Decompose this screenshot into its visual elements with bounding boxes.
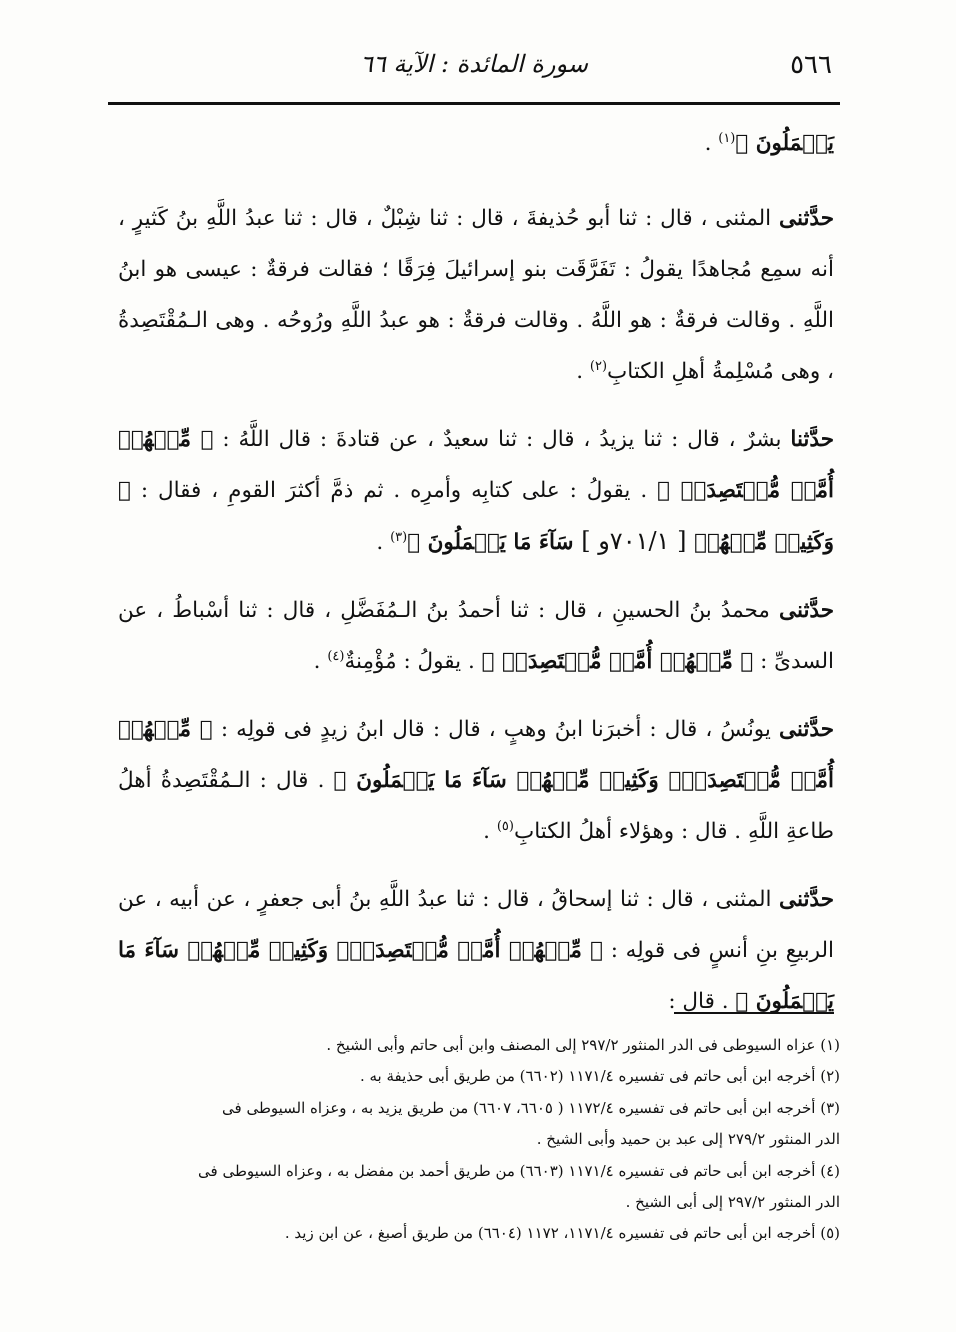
- narration-text: . قال :: [668, 989, 736, 1014]
- footnote-continuation: الدر المنثور ٢٧٩/٢ إلى عبد بن حميد وأبى الشيخ .: [536, 1130, 840, 1149]
- narration-lead: حدَّثنى: [779, 887, 834, 912]
- narration-text: المثنى ، قال : ثنا إسحاقُ ، قال : ثنا عبدُ اللَّهِ بنُ أبى جعفرٍ ، عن أبيه ، عن الربيعِ بنِ أنسٍ فى قولِه :: [118, 887, 834, 963]
- quran-quote: يَعۡمَلُونَ ﴾: [735, 131, 834, 156]
- footnote-4: [118, 1156, 840, 1219]
- quran-quote: ﴿ وَكَثِيرٞ مِّنۡهُمۡ: [118, 478, 834, 555]
- footnote-continuation: الدر المنثور ٢٩٧/٢ إلى أبى الشيخ .: [625, 1193, 840, 1212]
- quran-quote: ﴿ مِّنۡهُمۡ أُمَّةٞ مُّقۡتَصِدَةٞ ﴾: [118, 427, 834, 503]
- footnote-text: (٥) أخرجه ابن أبى حاتم فى تفسيره ١١٧١/٤، ١١٧٢ (٦٦٠٤) من طريق أصبغ ، عن ابن زيد .: [284, 1224, 840, 1243]
- footnote-ref[interactable]: (٢): [589, 358, 608, 374]
- quran-quote: سَآءَ مَا يَعۡمَلُونَ ﴾: [407, 530, 574, 555]
- paragraph-4: [118, 585, 834, 687]
- header-rule: [108, 102, 840, 105]
- footnote-5: [118, 1218, 840, 1249]
- paragraph-3: [118, 414, 834, 568]
- narration-text: محمدُ بنُ الحسينِ ، قال : ثنا أحمدُ بنُ الـمُفَضَّلِ ، قال : ثنا أسْباطُ ، عن السدىِّ :: [118, 598, 834, 674]
- footnote-separator: [674, 1012, 834, 1014]
- footnote-1: [118, 1030, 840, 1061]
- paragraph-5: [118, 704, 834, 857]
- footnote-3: [118, 1093, 840, 1156]
- paragraph-tail: .: [483, 819, 497, 844]
- running-head: [108, 44, 840, 90]
- paragraph-1: [118, 118, 834, 169]
- narration-lead: حدَّثنى: [779, 206, 834, 231]
- footnote-text: (٣) أخرجه ابن أبى حاتم فى تفسيره ١١٧٢/٤ ( ٦٦٠٥، ٦٦٠٧) من طريق يزيد به ، وعزاه السيوطى فى: [222, 1098, 840, 1117]
- narration-lead: حدَّثنى: [779, 717, 834, 742]
- narration-lead: حدَّثنا: [790, 427, 834, 452]
- footnote-text: (٢) أخرجه ابن أبى حاتم فى تفسيره ١١٧١/٤ (٦٦٠٢) من طريق أبى حذيفة به .: [359, 1067, 840, 1086]
- narration-text: . يقولُ : على كتابِه وأمرِه . ثم ذمَّ أكثرَ القومِ ، فقال :: [130, 478, 658, 503]
- footnote-text: (١) عزاه السيوطى فى الدر المنثور ٢٩٧/٢ إلى المصنف وابن أبى حاتم وأبى الشيخ .: [326, 1036, 840, 1054]
- narration-text: . قال : الـمُقْتَصِدةُ أهلُ طاعةِ اللَّهِ . قال : وهؤلاء أهلُ الكتابِ: [118, 768, 834, 844]
- footnote-2: [118, 1061, 840, 1092]
- footnote-ref[interactable]: (٤): [327, 648, 345, 664]
- narration-text: المثنى ، قال : ثنا أبو حُذيفةَ ، قال : ثنا شِبْلٌ ، قال : ثنا عبدُ اللَّهِ بنُ كَثيرٍ ، أنه سمِع مُجاهدًا يقولُ : تَفَرَّقَت بنو إسرائيلَ فِرَقًا ؛ فقالت فرقةٌ : عيسى هو ابنُ اللَّهِ . وقالت فرقةٌ : هو اللَّهُ . وقالت فرقةٌ : هو عبدُ اللَّهِ ورُوحُه . وهى الـمُقْتَصِدةُ ، وهى مُسْلِمةُ أهلِ الكتابِ: [118, 206, 834, 384]
- footnote-ref[interactable]: (٥): [496, 818, 514, 834]
- narration-text: يونُسُ ، قال : أخبرَنا ابنُ وهبٍ ، قال : قال ابنُ زيدٍ فى قولِه :: [212, 717, 780, 742]
- paragraph-2: [118, 193, 834, 397]
- paragraph-tail: .: [376, 530, 391, 555]
- page-number: ٥٦٦: [790, 50, 832, 80]
- narration-lead: حدَّثنى: [779, 598, 834, 623]
- quran-quote: ﴿ مِّنۡهُمۡ أُمَّةٞ مُّقۡتَصِدَةٞ ﴾: [481, 649, 754, 674]
- narration-text: بشرٌ ، قال : ثنا يزيدُ ، قال : ثنا سعيدٌ ، عن قتادةَ : قال اللَّهُ :: [213, 427, 791, 452]
- paragraph-tail: .: [576, 359, 590, 384]
- surah-title: سورة المائدة : الآية ٦٦: [360, 50, 588, 78]
- narration-text: . يقولُ : مُؤْمِنةٌ: [344, 649, 482, 674]
- footnote-ref[interactable]: (٣): [390, 529, 408, 545]
- quran-quote: ﴿ مِّنۡهُمۡ أُمَّةٞ مُّقۡتَصِدَةٞۖ وَكَثِيرٞ مِّنۡهُمۡ سَآءَ مَا يَعۡمَلُونَ ﴾: [118, 938, 834, 1014]
- main-text: [118, 118, 834, 1044]
- paragraph-6: [118, 874, 834, 1027]
- paragraph-tail: .: [313, 649, 328, 674]
- footnote-ref[interactable]: (١): [718, 130, 736, 146]
- footnote-text: (٤) أخرجه ابن أبى حاتم فى تفسيره ١١٧١/٤ (٦٦٠٣) من طريق أحمد بن مفضل به ، وعزاه السيوطى فى: [198, 1161, 840, 1180]
- paragraph-tail: .: [704, 131, 719, 156]
- footnotes: [118, 1030, 840, 1250]
- manuscript-folio-ref: [ ٧٠١/١و ]: [573, 527, 695, 555]
- quran-quote: ﴿ مِّنۡهُمۡ أُمَّةٞ مُّقۡتَصِدَةٞۖ وَكَثِيرٞ مِّنۡهُمۡ سَآءَ مَا يَعۡمَلُونَ ﴾: [118, 717, 834, 793]
